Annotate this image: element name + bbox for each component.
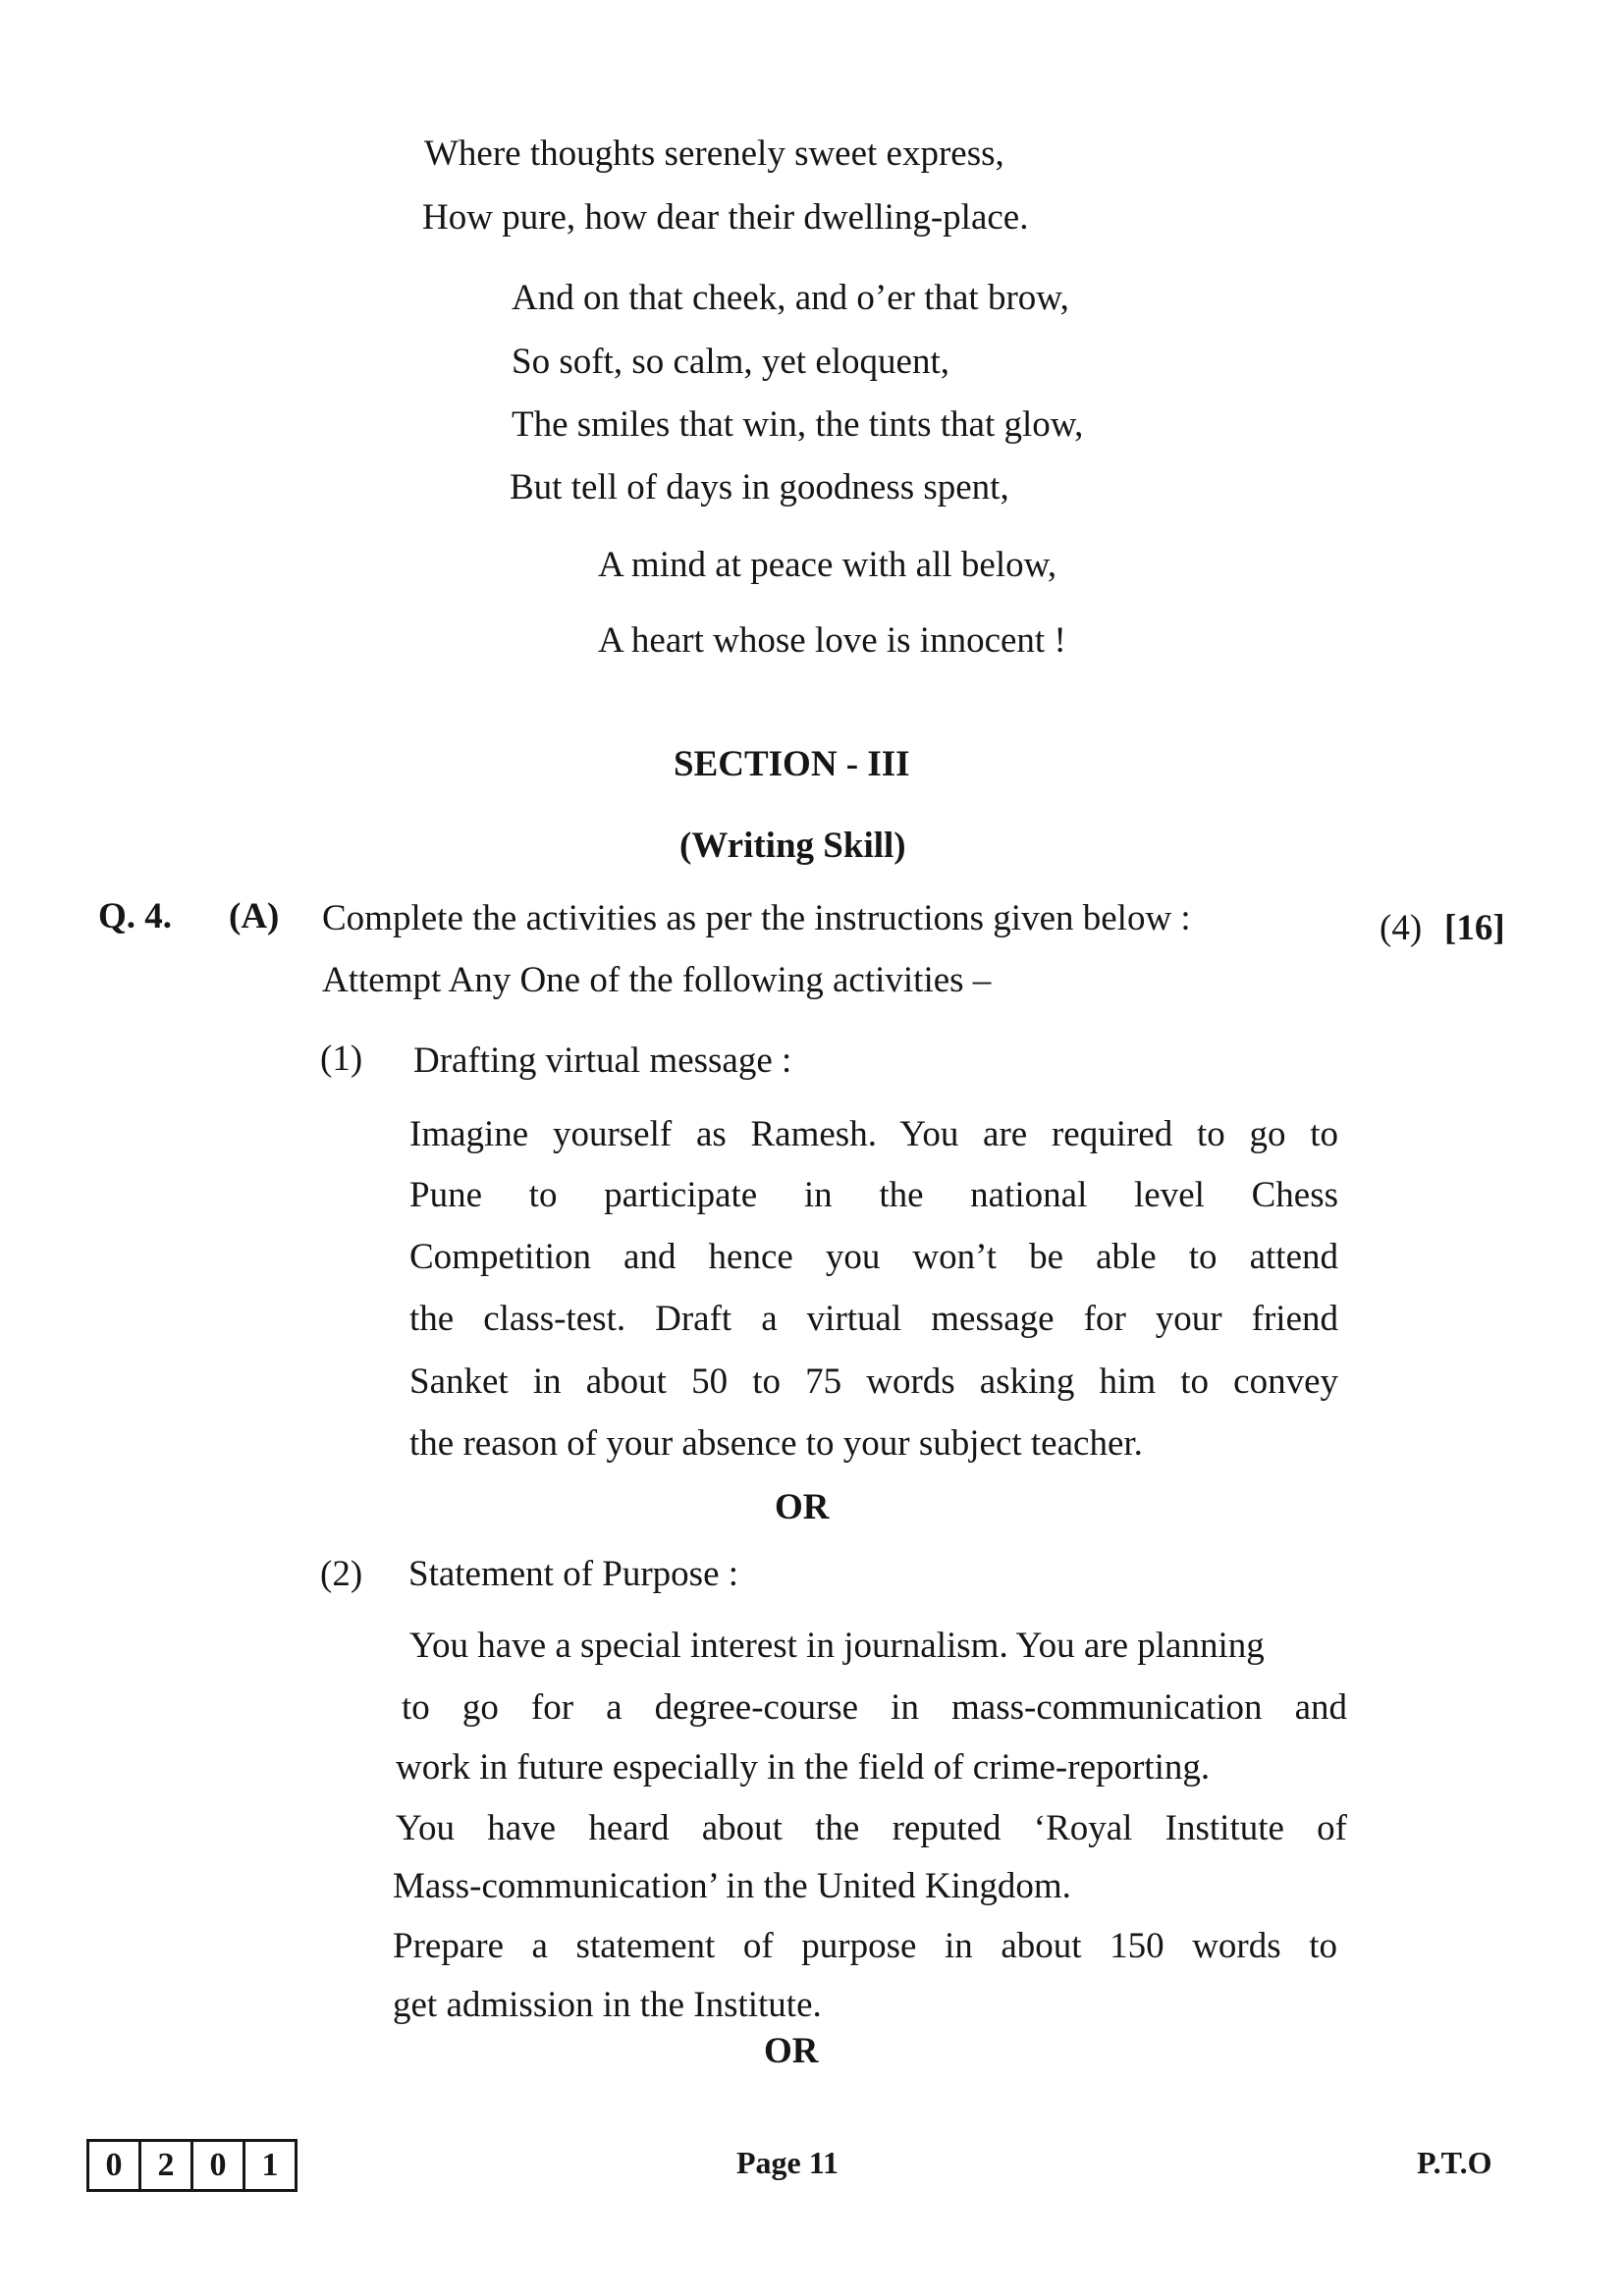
question-instruction: Complete the activities as per the instructions given below : (322, 898, 1191, 938)
activity-2-text-line: work in future especially in the field of crime-reporting. (396, 1747, 1211, 1788)
paper-code-boxes (86, 2139, 298, 2192)
activity-2-text-line: Mass-communication’ in the United Kingdom. (393, 1866, 1071, 1906)
activity-2-number: (2) (320, 1554, 363, 1594)
activity-1-text-line: the reason of your absence to your subject teacher. (409, 1423, 1143, 1464)
paper-code-digit: 2 (138, 2139, 193, 2192)
page-number: Page 11 (736, 2145, 839, 2180)
poem-line: A mind at peace with all below, (598, 545, 1057, 585)
pto-label: P.T.O (1417, 2145, 1492, 2180)
paper-code-digit: 0 (86, 2139, 141, 2192)
question-attempt-note: Attempt Any One of the following activities – (322, 960, 992, 1000)
question-part: (A) (229, 896, 280, 936)
poem-line: Where thoughts serenely sweet express, (424, 133, 1004, 174)
question-total-marks: [16] (1444, 908, 1505, 948)
poem-line: The smiles that win, the tints that glow, (512, 404, 1084, 445)
activity-1-text-line: Pune to participate in the national level Chess (409, 1175, 1338, 1215)
activity-1-text-line: Competition and hence you won’t be able to attend (409, 1237, 1338, 1277)
poem-line: So soft, so calm, yet eloquent, (512, 342, 949, 382)
activity-1-number: (1) (320, 1039, 363, 1079)
question-number: Q. 4. (98, 896, 173, 936)
activity-2-text-line: You have heard about the reputed ‘Royal Institute of (396, 1808, 1347, 1848)
activity-1-text-line: Sanket in about 50 to 75 words asking him to convey (409, 1362, 1338, 1402)
activity-1-text-line: Imagine yourself as Ramesh. You are required to go to (409, 1114, 1338, 1154)
paper-code-digit: 1 (243, 2139, 298, 2192)
activity-2-text-line: You have a special interest in journalism. You are planning (409, 1626, 1265, 1666)
poem-line: But tell of days in goodness spent, (510, 467, 1009, 507)
or-separator: OR (764, 2031, 819, 2071)
section-title: SECTION - III (674, 744, 910, 784)
paper-code-digit: 0 (190, 2139, 245, 2192)
activity-2-text-line: get admission in the Institute. (393, 1985, 822, 2025)
activity-1-title: Drafting virtual message : (413, 1041, 792, 1081)
activity-1-text-line: the class-test. Draft a virtual message for your friend (409, 1299, 1338, 1339)
activity-2-text-line: to go for a degree-course in mass-communication and (402, 1687, 1347, 1728)
poem-line: And on that cheek, and o’er that brow, (512, 278, 1069, 318)
activity-2-text-line: Prepare a statement of purpose in about 150 words to (393, 1926, 1337, 1966)
poem-line: How pure, how dear their dwelling-place. (422, 197, 1029, 238)
activity-2-title: Statement of Purpose : (408, 1554, 739, 1594)
poem-line: A heart whose love is innocent ! (598, 620, 1066, 661)
question-marks: (4) (1380, 908, 1423, 948)
or-separator: OR (775, 1487, 830, 1527)
section-subtitle: (Writing Skill) (679, 826, 906, 866)
